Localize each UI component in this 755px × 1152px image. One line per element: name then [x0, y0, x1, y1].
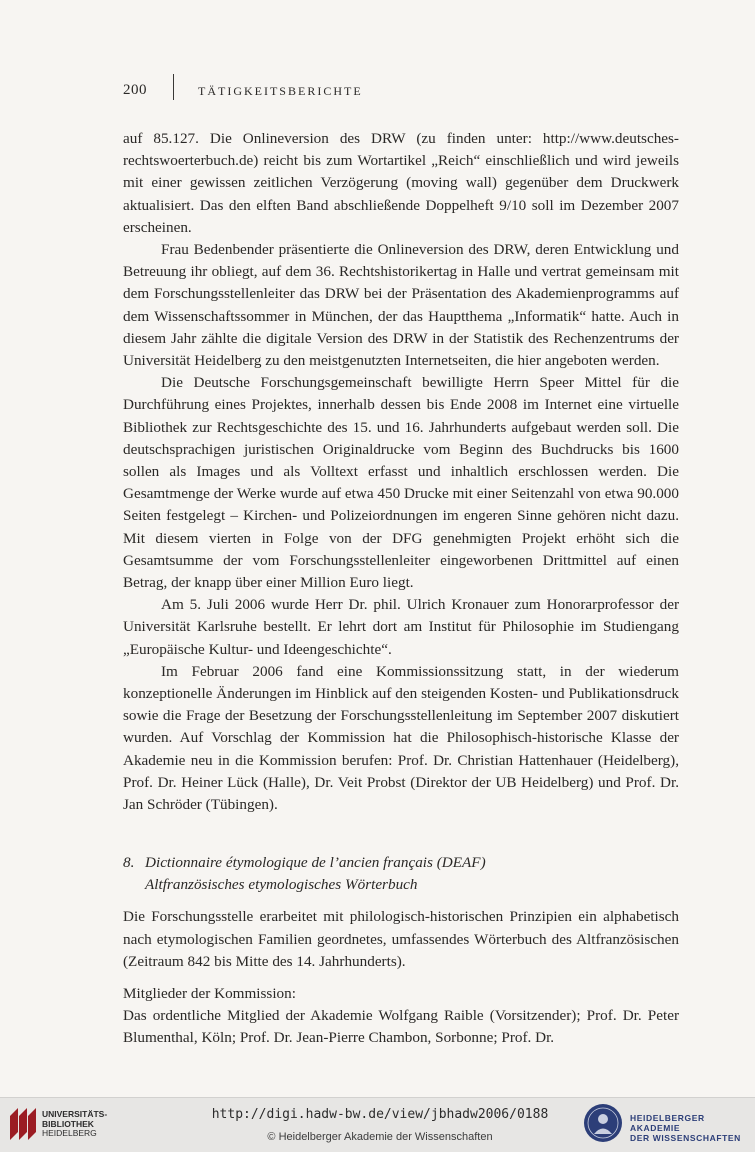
members-text: Das ordentliche Mitglied der Akademie Wolfgang Raible (Vorsitzender); Prof. Dr. Peter Blumenthal, Köln; Prof. Dr. Jean-Pierre Chambon, Sorbonne; Prof. Dr.	[123, 1007, 679, 1047]
academy-name: HEIDELBERGER AKADEMIE DER WISSENSCHAFTEN	[630, 1113, 741, 1143]
section-title: Dictionnaire étymologique de l’ancien français (DEAF)	[145, 854, 486, 872]
page-number: 200	[123, 82, 147, 98]
header-divider	[173, 74, 174, 100]
section-number: 8.	[123, 854, 135, 872]
body-text	[123, 128, 679, 1050]
members-label: Mitglieder der Kommission:	[123, 984, 296, 1002]
permalink-url[interactable]: http://digi.hadw-bw.de/view/jbhadw2006/0188	[211, 1107, 549, 1122]
paragraph: auf 85.127. Die Onlineversion des DRW (zu finden unter: http://www.deutsches-rechtswoerterbuch.de) reicht bis zum Wortartikel „Reich“ einschließlich und wird jeweils mit einer gewissen zeitlichen Verzögerung (moving wall) gegenüber dem Druckwerk aktualisiert. Das den elften Band abschließende Doppelheft 9/10 soll im Dezember 2007 erscheinen.	[123, 130, 679, 236]
running-head	[123, 80, 675, 102]
section-intro: Die Forschungsstelle erarbeitet mit philologisch-historischen Prinzipien ein alphabetisch nach etymologischen Familien geordnetes, umfassendes Wörterbuch des Altfranzösischen (Zeitraum 842 bis Mitte des 14. Jahrhunderts).	[123, 908, 679, 970]
running-title: TÄTIGKEITSBERICHTE	[198, 84, 363, 98]
section-heading	[123, 852, 679, 896]
paragraph: Die Deutsche Forschungsgemeinschaft bewilligte Herrn Speer Mittel für die Durchführung eines Projektes, innerhalb dessen bis Ende 2008 im Internet eine virtuelle Bibliothek zur Rechtsgeschichte des 15. und 16. Jahrhunderts aufgebaut werden soll. Die deutschsprachigen juristischen Originaldrucke vom Beginn des Buchdrucks bis 1600 sollen als Images und als Volltext erfasst und inhaltlich erschlossen werden. Die Gesamtmenge der Werke wurde auf etwa 450 Drucke mit einer Seitenzahl von etwa 90.000 Seiten festgelegt – Kirchen- und Polizeiordnungen im engeren Sinne gehören nicht dazu. Mit diesem vierten in Folge von der DFG genehmigten Projekt erhöht sich die Gesamtsumme der vom Forschungsstellenleiter eingeworbenen Drittmittel auf einen Betrag, der knapp über einer Million Euro liegt.	[123, 374, 679, 592]
paragraph: Frau Bedenbender präsentierte die Onlineversion des DRW, deren Entwicklung und Betreuung ihr obliegt, auf dem 36. Rechtshistorikertag in Halle und vertrat gemeinsam mit dem Forschungsstellenleiter das DRW bei der Präsentation des Akademienprogramms auf dem Wissenschaftssommer in München, der das Hauptthema „Informatik“ hatte. Auch in diesem Jahr zählte die digitale Version des DRW in der Statistik des Rechenzentrums der Universität Heidelberg zu den meistgenutzten Internetseiten, die hier angeboten werden.	[123, 241, 679, 370]
paragraph: Im Februar 2006 fand eine Kommissionssitzung statt, in der wiederum konzeptionelle Änderungen im Hinblick auf den steigenden Kosten- und Publikationsdruck sowie die Frage der Besetzung der Forschungsstellenleitung im September 2007 diskutiert wurden. Auf Vorschlag der Kommission hat die Philosophisch-historische Klasse der Akademie neu in die Kommission berufen: Prof. Dr. Christian Hattenhauer (Heidelberg), Prof. Dr. Heiner Lück (Halle), Dr. Veit Probst (Direktor der UB Heidelberg) und Prof. Dr. Jan Schröder (Tübingen).	[123, 662, 679, 814]
paragraph: Am 5. Juli 2006 wurde Herr Dr. phil. Ulrich Kronauer zum Honorarprofessor der Universität Karlsruhe bestellt. Er lehrt dort am Institut für Philosophie im Studiengang „Europäische Kultur- und Ideengeschichte“.	[123, 596, 679, 658]
academy-seal-icon	[583, 1103, 623, 1143]
viewer-footer	[0, 1097, 755, 1152]
section-subtitle: Altfranzösisches etymologisches Wörterbuch	[145, 876, 418, 894]
university-library-name: UNIVERSITÄTS- BIBLIOTHEK HEIDELBERG	[42, 1109, 108, 1138]
university-library-logo	[8, 1106, 38, 1142]
copyright-notice: © Heidelberger Akademie der Wissenschaften	[267, 1131, 493, 1143]
